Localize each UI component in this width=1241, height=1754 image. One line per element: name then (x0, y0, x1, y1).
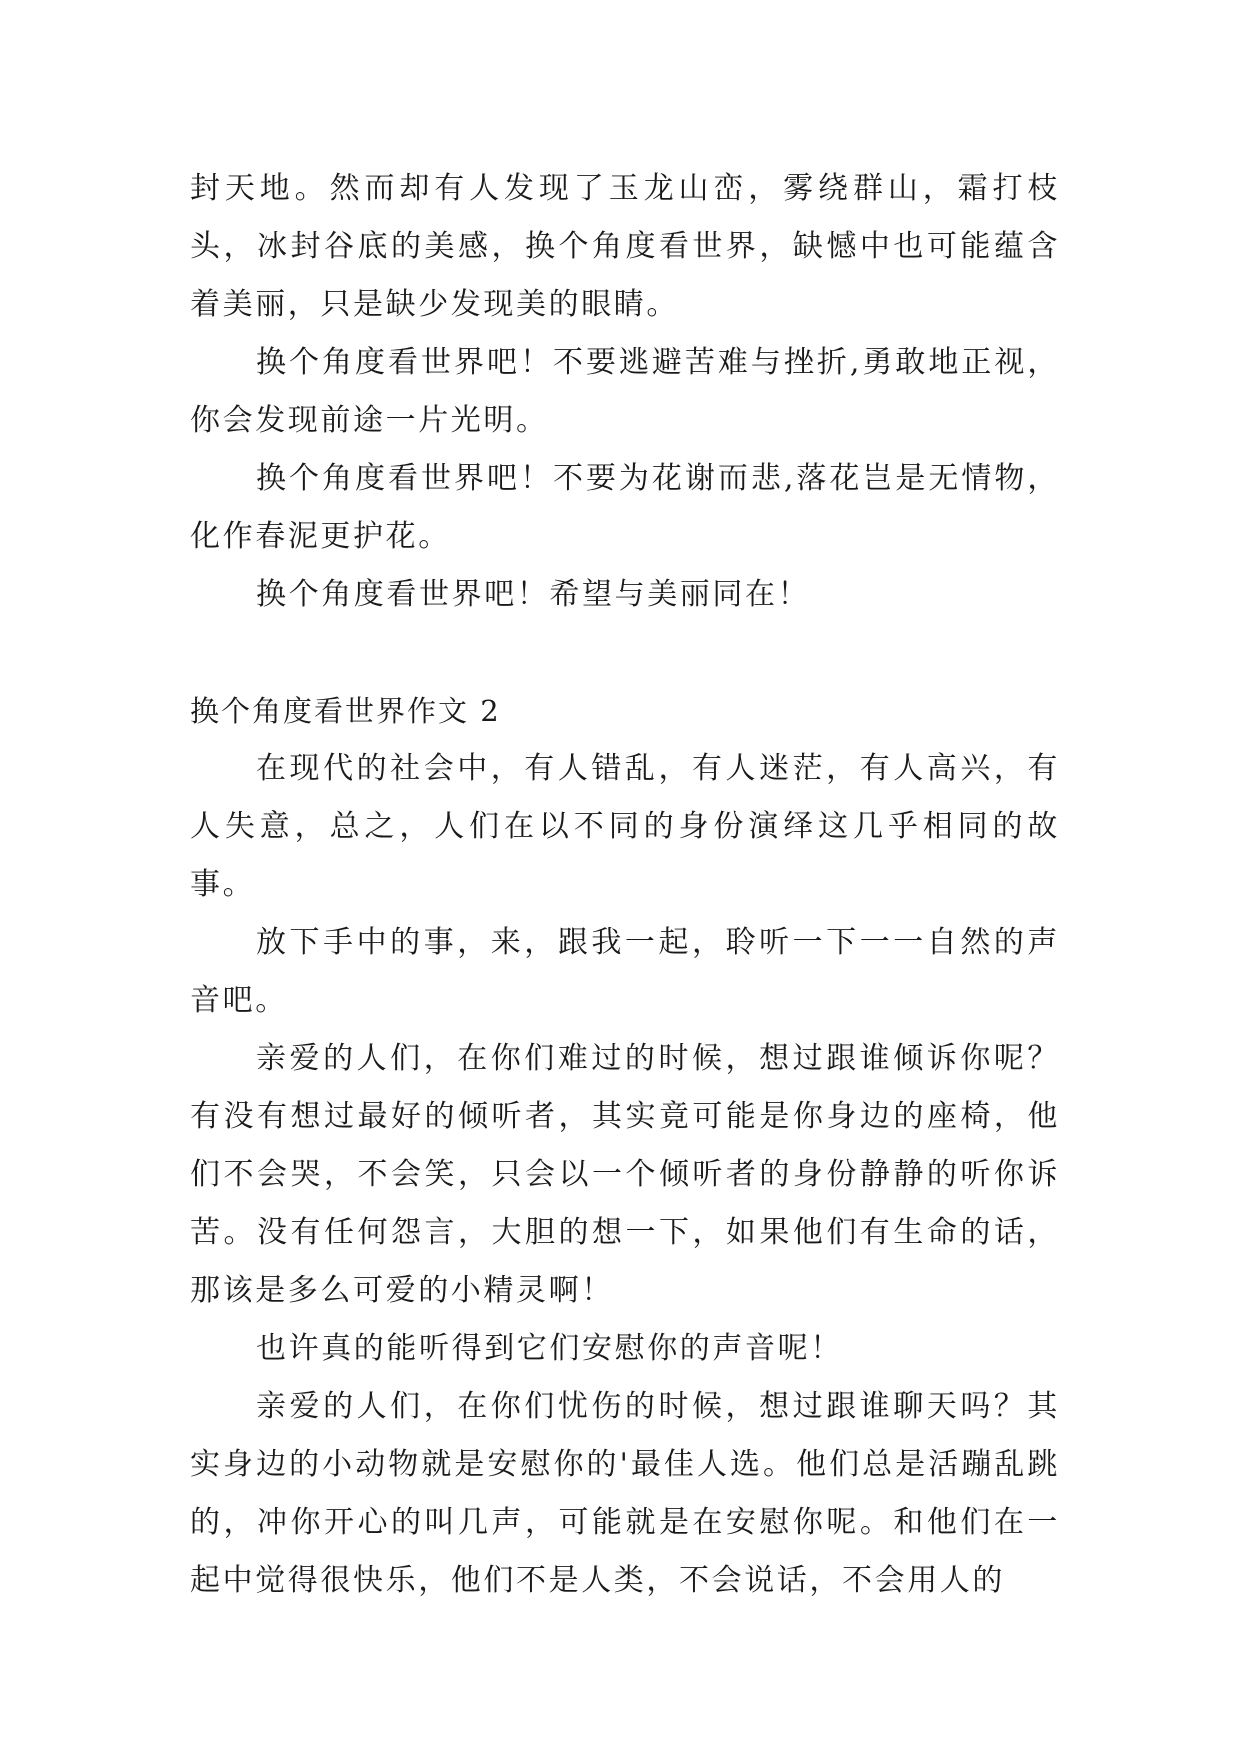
paragraph: 换个角度看世界吧！希望与美丽同在！ (256, 577, 811, 612)
paragraph: 换个角度看世界吧！不要逃避苦难与挫折,勇敢地正视，你会发现前途一片光明。 (190, 345, 1060, 438)
paragraph: 放下手中的事，来，跟我一起，聆听一下一一自然的声音吧。 (190, 925, 1060, 1018)
document-body (190, 160, 1060, 1610)
paragraph: 换个角度看世界吧！不要为花谢而悲,落花岂是无情物，化作春泥更护花。 (190, 461, 1060, 554)
paragraph: 也许真的能听得到它们安慰你的声音呢！ (256, 1331, 843, 1366)
paragraph: 亲爱的人们，在你们难过的时候，想过跟谁倾诉你呢？有没有想过最好的倾听者，其实竟可能是你身边的座椅，他们不会哭，不会笑，只会以一个倾听者的身份静静的听你诉苦。没有任何怨言，大胆的想一下，如果他们有生命的话，那该是多么可爱的小精灵啊！ (190, 1041, 1060, 1308)
paragraph: 在现代的社会中，有人错乱，有人迷茫，有人高兴，有人失意，总之，人们在以不同的身份演绎这几乎相同的故事。 (190, 751, 1060, 902)
paragraph: 亲爱的人们，在你们忧伤的时候，想过跟谁聊天吗？其实身边的小动物就是安慰你的'最佳人选。他们总是活蹦乱跳的，冲你开心的叫几声，可能就是在安慰你呢。和他们在一起中觉得很快乐，他们不是人类，不会说话，不会用人的 (190, 1389, 1060, 1598)
section-heading: 换个角度看世界作文 2 (190, 694, 501, 728)
paragraph-continued: 封天地。然而却有人发现了玉龙山峦，雾绕群山，霜打枝头，冰封谷底的美感，换个角度看世界，缺憾中也可能蕴含着美丽，只是缺少发现美的眼睛。 (190, 171, 1060, 322)
